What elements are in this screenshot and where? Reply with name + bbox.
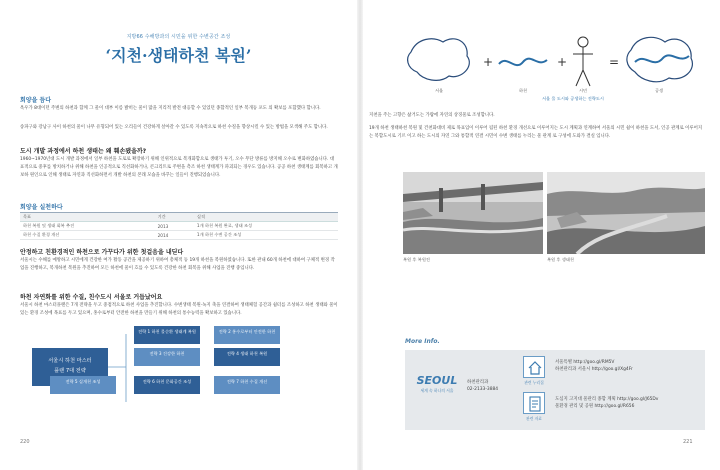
plus-operator-2: + [557,55,568,69]
table-cell: 2013 [155,222,194,231]
home-icon [523,356,545,378]
table-cell: 하천 수질 환경 개선 [20,231,155,240]
seoul-logo [415,374,459,394]
photo-caption-1: 복원 후 복원전 [403,257,430,262]
website-link-2[interactable]: 하천관리과 서울시 http://goo.gl/Xg4Fr [555,367,633,373]
section-2-paragraph: 1960~1970년대 도시 개발 과정에서 일부 하천을 도로로 확장하기 위해 인위적으로 복개화합으로 생태가 투기, 오수 무단 방류를 방지해 오수로 변화하였습니다. 대표적으로 중후를 방치하거나 위해 하천을 인공적으로 직선화하거나, 콘크리트로 주변을 측조 하천 생태계가 파괴되는 경우도 있습니다. 공공 하천 생태계를 회복하고 개보하 원인으로 인해 생태로 자연과 직선화하면서 개발 하천의 본래 모습을 바꾸는 일들이 진행되었습니다. [20,157,338,179]
table-header: 목표 [20,213,155,222]
photo-after-restoration-2 [547,172,705,254]
website-label: 관련 누리집 [524,380,544,385]
citizen-icon [573,37,593,86]
seoul-logo-slogan: 세계 속 하나의 서울 [420,388,454,393]
table-heading: 회양을 실천하다 [20,204,63,211]
strategy-box-1: 전략 1 하천 물순환 생태계 복원 [134,326,200,344]
main-box-line-1: 서울시 하천 마스터 [48,358,92,364]
main-box-line-2: 플랜 7대 전략 [54,368,86,374]
right-paragraph-2: 19개 하천 생태하천 복원 및 건천화대비 제로 목표입이 이루어 됨된 하천 환경 개선으로 이루어지는 도시 계획과 연계하여 서울의 시민 쉼이 하천을 도서, 인공 관계로 이루어지는 복합도시로 기르 이고 하는 도시의 자연 그와 통합적 연결 시민이 수변 생태를 누리는 물 관계 로 구성에 도와가 결실 입니다. [369,126,703,140]
section-heading-4: 하천 자연화를 위한 수질, 친수도시 서울로 거듭났어요 [20,294,163,301]
photo-caption-2: 복원 후 생태천 [547,257,574,262]
strategy-box-7: 전략 7 하천 수질 개선 [214,376,280,394]
office-phone: 02-2133-3884 [467,387,499,392]
section-heading-2: 도시 개발 과정에서 하천 생태는 왜 훼손됐을까? [20,148,147,155]
contact-office [467,379,498,393]
strategy-box-5: 전략 5 실개천 조성 [50,376,116,394]
icon-label-coexistence: 공생 [654,88,664,93]
more-info-box [405,350,705,430]
website-links [555,359,633,373]
table-row [20,231,338,240]
table-cell: 1개 하천 수변 공간 조성 [194,231,338,240]
table-header: 실적 [194,213,338,222]
seoul-logo-word: SEOUL [416,374,458,387]
concept-caption: 서울 물 도시와 공생하는 전략도시 [542,96,604,101]
section-heading-3: 안정하고 친환경적인 하천으로 가꾸다가 위한 첫걸음을 내딛다 [20,249,184,256]
series-title: 지방66 수해방과의 시민을 위한 수변공간 조성 [126,34,231,40]
reference-label: 관련 자료 [526,416,542,421]
seoul-map-icon [408,39,470,81]
website-link-1[interactable]: 서울특별 http://goo.gl/RM5V [555,360,615,365]
strategy-box-2: 전략 2 홍수로부터 안전한 하천 [214,326,280,344]
icon-label-citizen: 시민 [578,88,588,93]
reference-link-1[interactable]: 도심지 고지대 물관리 종합 계획 http://goo.gl/J65Dv [555,397,659,402]
right-paragraph-1: 지천을 주는 고향은 삶거도는 가람에 자연의 상징물로 조성합니다. [369,113,495,118]
right-page [363,0,720,470]
reference-link-2[interactable]: 물환경 관리 및 공원 http://goo.gl/R656 [555,404,635,410]
table-header: 기간 [155,213,194,222]
more-info-heading: More Info. [405,338,440,345]
section-1-paragraph-2: 송파구와 강남구 사이 하천의 물이 나무 유형되어 있는 오리들이 건강하게 살아갈 수 있도록 지속적으로 하천 수질을 향상시킬 수 있는 방법을 모색해 주도 합니다. [20,125,328,130]
page-number-right: 221 [683,439,693,445]
table-cell: 하천 복원 및 생태 회복 추진 [20,222,155,231]
document-icon [523,392,545,414]
section-heading-1: 회양을 듬다 [20,97,52,104]
strategy-box-3: 전략 3 건강한 하천 [134,348,200,366]
table-cell: 1개 하천 복원 완료, 생태 조성 [194,222,338,231]
river-icon [499,59,547,66]
section-3-paragraph: 서울시는 수해를 예방하고 시민에게 건강한 여가 활동 공간을 제공하기 위하여 총체적 등 19개 하천을 복원하였습니다. 또한 관내 60개 하천에 대하여 구체적 변경 작업을 진행하고, 복개하천 복원을 추진하여 모든 하천에 물이 흐를 수 있도록 건강한 하천 회복을 위해 사업을 진행 중입니다. [20,258,335,272]
coexistence-map-icon [627,37,693,81]
office-name: 하천관리과 [467,380,489,385]
icon-label-seoul: 서울 [434,88,444,93]
plus-operator-1: + [483,55,494,69]
achievement-table [20,212,338,240]
equals-operator: = [609,55,620,69]
table-row [20,222,338,231]
icon-label-river: 하천 [518,88,528,93]
page-number-left: 220 [20,439,30,445]
section-4-paragraph: 서울시 하천 마스터플랜은 7개 전략을 두고 중점적으로 하천 사업을 추진합니다. 수변생태 복원·녹지 축을 연결하여 생태체험 공간과 쉼터를 조성하고 하천 생태와 물이 있는 환경 조성에 목표를 두고 있으며, 홍수로부터 안전한 하천을 만들기 위해 하천의 통수능력을 확보하고 있습니다. [20,303,338,317]
strategy-box-6: 전략 6 하천 문화공간 조성 [134,376,200,394]
photo-after-restoration-1 [403,172,543,254]
page-title: ‘지천·생태하천 복원’ [105,46,252,65]
table-cell: 2014 [155,231,194,240]
master-plan-diagram [20,320,338,415]
reference-links [555,396,658,410]
left-page [0,0,357,470]
table-header-row [20,213,338,222]
section-1-paragraph-1: 옥우가 8대이던 주변의 하천과 함께 그 물이 대부 이름 밝히는 물이 많을 지리적 발전 대응할 수 있었던 종합적인 일부 복개등 포도 의 확보를 포함했다 합니다. [20,106,321,111]
strategy-box-4: 전략 4 생태 하천 복원 [214,348,280,366]
